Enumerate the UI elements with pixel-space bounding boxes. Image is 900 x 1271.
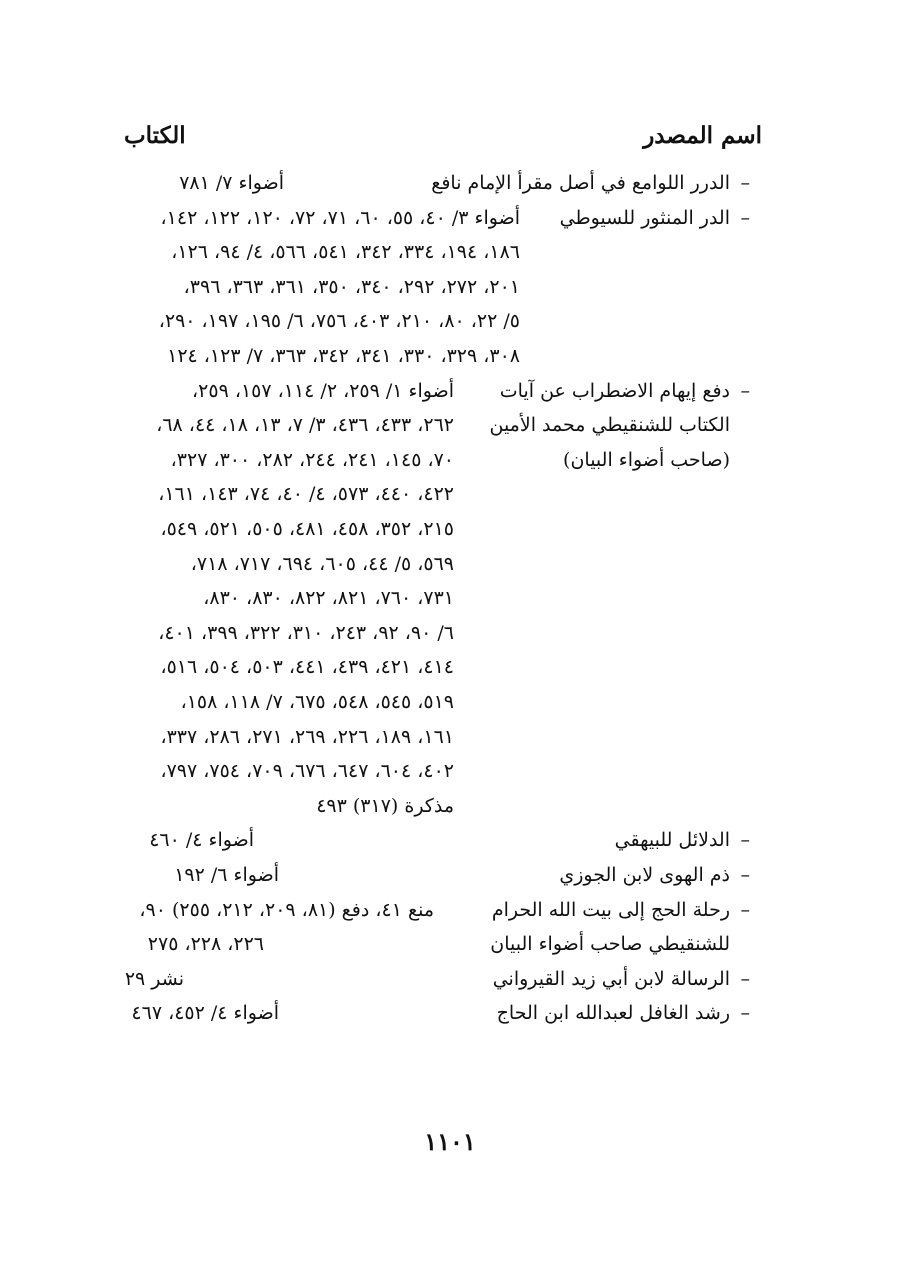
book-references: ٤٢٢، ٤٤٠، ٥٧٣، ٤/ ٤٠، ٧٤، ١٤٣، ١٦١، (158, 483, 454, 506)
source-title: دفع إيهام الاضطراب عن آيات (499, 379, 730, 402)
source-title: الدرر اللوامع في أصل مقرأ الإمام نافع (431, 172, 730, 194)
book-references: ٢١٥، ٣٥٢، ٤٥٨، ٤٨١، ٥٠٥، ٥٢١، ٥٤٩، (160, 518, 454, 540)
book-references: ٢٠١، ٢٧٢، ٢٩٢، ٣٤٠، ٣٥٠، ٣٦١، ٣٦٣، ٣٩٦، (183, 275, 520, 298)
reference-line (0, 166, 900, 200)
reference-line (0, 374, 900, 408)
book-references: منع ٤١، دفع (٨١، ٢٠٩، ٢١٢، ٢٥٥) ٩٠، (139, 898, 434, 921)
book-references: ٢٢٦، ٢٢٨، ٢٧٥ (147, 933, 264, 956)
reference-line (0, 235, 900, 269)
book-references: أضواء ٣/ ٤٠، ٥٥، ٦٠، ٧١، ٧٢، ١٢٠، ١٢٢، ١٤٢، (160, 206, 520, 229)
reference-line (0, 685, 900, 719)
book-references: أضواء ٦/ ١٩٢ (174, 864, 279, 886)
reference-line (0, 304, 900, 338)
reference-line (0, 650, 900, 684)
book-references: ٤١٤، ٤٢١، ٤٣٩، ٤٤١، ٥٠٣، ٥٠٤، ٥١٦، (160, 656, 454, 679)
entry-dash: – (740, 829, 750, 852)
reference-line (0, 858, 900, 892)
entry-dash: – (740, 898, 750, 921)
book-references: نشر ٢٩ (124, 967, 184, 990)
book-references: أضواء ٤/ ٤٦٠ (149, 829, 254, 852)
book-references: ٥١٩، ٥٤٥، ٥٤٨، ٦٧٥، ٧/ ١١٨، ١٥٨، (180, 691, 454, 713)
book-references: ٧٣١، ٧٦٠، ٨٢١، ٨٢٢، ٨٣٠، ٨٣٠، (203, 587, 454, 610)
entry-dash: – (740, 172, 750, 194)
entry-dash: – (740, 206, 750, 229)
book-references: ٦/ ٩٠، ٩٢، ٢٤٣، ٣١٠، ٣٢٢، ٣٩٩، ٤٠١، (158, 621, 454, 644)
entry-dash: – (740, 864, 750, 886)
reference-line (0, 477, 900, 511)
source-title: الكتاب للشنقيطي محمد الأمين (489, 414, 730, 437)
reference-line (0, 616, 900, 650)
reference-line (0, 443, 900, 477)
reference-line (0, 201, 900, 235)
book-references: أضواء ٤/ ٤٥٢، ٤٦٧ (131, 1002, 279, 1025)
book-references: ٢٦٢، ٤٣٣، ٤٣٦، ٣/ ٧، ١٣، ١٨، ٤٤، ٦٨، (156, 414, 454, 437)
reference-line (0, 893, 900, 927)
source-title: الدر المنثور للسيوطي (559, 206, 730, 229)
source-title: الرسالة لابن أبي زيد القيرواني (492, 967, 730, 990)
reference-line (0, 754, 900, 788)
book-references: ٧٠، ١٤٥، ٢٤١، ٢٤٤، ٢٨٢، ٣٠٠، ٣٢٧، (170, 448, 454, 471)
entry-dash: – (740, 967, 750, 990)
reference-line (0, 996, 900, 1030)
reference-line (0, 823, 900, 857)
book-references: أضواء ٧/ ٧٨١ (179, 172, 284, 194)
source-title: (صاحب أضواء البيان) (563, 448, 730, 471)
book-references: ١٦١، ١٨٩، ٢٢٦، ٢٦٩، ٢٧١، ٢٨٦، ٣٣٧، (160, 725, 454, 748)
reference-line (0, 512, 900, 546)
source-title: رشد الغافل لعبدالله ابن الحاج (496, 1002, 730, 1025)
reference-line (0, 339, 900, 373)
source-title: الدلائل للبيهقي (614, 829, 730, 852)
page-number: ١١٠١ (424, 1127, 476, 1156)
source-column-label: اسم المصدر (643, 122, 762, 149)
book-references: أضواء ١/ ٢٥٩، ٢/ ١١٤، ١٥٧، ٢٥٩، (192, 379, 454, 402)
book-references: ٥٦٩، ٥/ ٤٤، ٦٠٥، ٦٩٤، ٧١٧، ٧١٨، (190, 552, 454, 575)
reference-line (0, 720, 900, 754)
book-column-label: الكتاب (124, 122, 186, 149)
book-references: مذكرة (٣١٧) ٤٩٣ (316, 794, 454, 817)
reference-line (0, 547, 900, 581)
book-references: ٥/ ٢٢، ٨٠، ٢١٠، ٤٠٣، ٧٥٦، ٦/ ١٩٥، ١٩٧، ٢٩٠، (158, 310, 520, 333)
reference-line (0, 927, 900, 961)
book-references: ٤٠٢، ٦٠٤، ٦٤٧، ٦٧٦، ٧٠٩، ٧٥٤، ٧٩٧، (160, 760, 454, 783)
entry-dash: – (740, 379, 750, 402)
entry-dash: – (740, 1002, 750, 1025)
source-title: للشنقيطي صاحب أضواء البيان (490, 933, 730, 956)
reference-line (0, 962, 900, 996)
reference-line (0, 581, 900, 615)
book-references: ١٨٦، ١٩٤، ٣٣٤، ٣٤٢، ٥٤١، ٥٦٦، ٤/ ٩٤، ١٢٦، (171, 241, 520, 264)
source-title: رحلة الحج إلى بيت الله الحرام (491, 898, 730, 921)
reference-line (0, 270, 900, 304)
source-title: ذم الهوى لابن الجوزي (559, 864, 730, 886)
reference-line (0, 789, 900, 823)
reference-line (0, 408, 900, 442)
column-header (0, 122, 900, 158)
book-references: ٣٠٨، ٣٢٩، ٣٣٠، ٣٤١، ٣٤٢، ٣٦٣، ٧/ ١٢٣، ١٢٤ (167, 345, 520, 367)
